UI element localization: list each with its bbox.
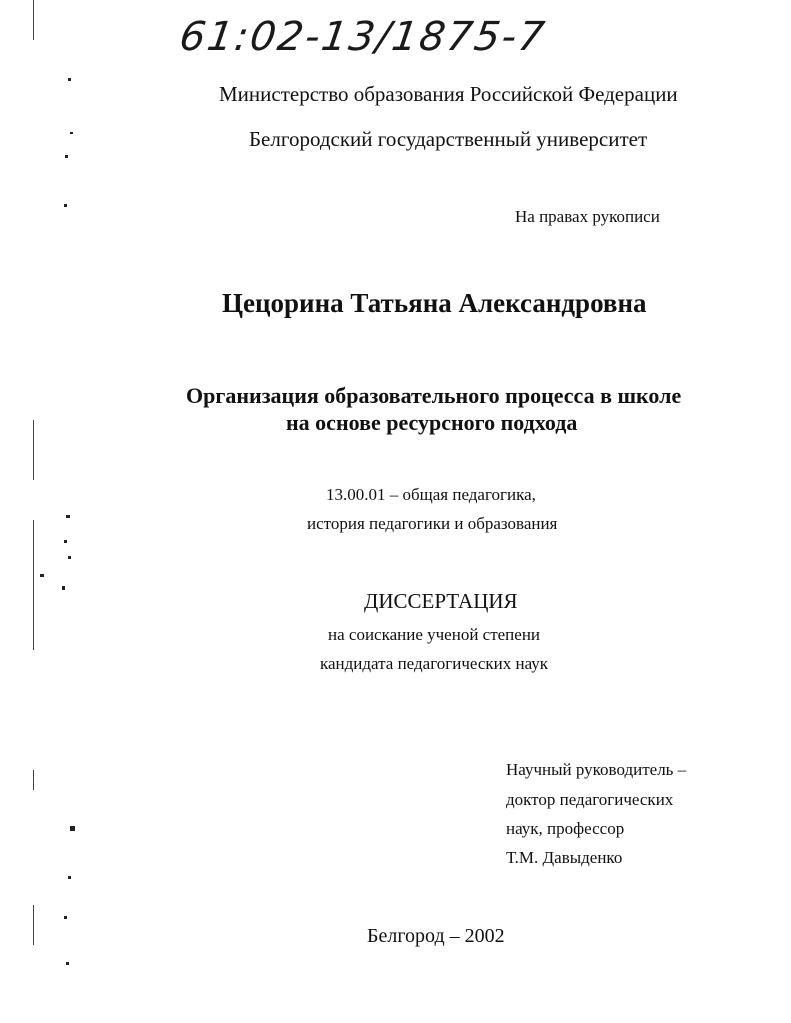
- scan-speck: [68, 556, 71, 559]
- city-year: Белгород – 2002: [367, 925, 505, 947]
- scan-speck: [62, 586, 65, 590]
- archive-stamp: 61:02-13/1875-7: [176, 14, 549, 60]
- ministry-name: Министерство образования Российской Федерации: [219, 82, 678, 106]
- scan-speck: [70, 132, 73, 134]
- supervisor-line-1: Научный руководитель –: [506, 760, 687, 779]
- scan-speck: [40, 574, 44, 577]
- scan-speck: [64, 204, 67, 207]
- dissertation-title-line-1: Организация образовательного процесса в школе: [186, 383, 682, 408]
- scan-speck: [64, 916, 67, 919]
- scan-speck: [68, 78, 71, 81]
- manuscript-rights: На правах рукописи: [515, 207, 660, 226]
- dissertation-label: ДИССЕРТАЦИЯ: [364, 589, 518, 613]
- supervisor-name: Т.М. Давыденко: [506, 848, 623, 867]
- specialty-line-2: история педагогики и образования: [307, 514, 558, 533]
- specialty-line-1: 13.00.01 – общая педагогика,: [326, 485, 536, 504]
- university-name: Белгородский государственный университет: [249, 127, 648, 151]
- supervisor-line-3: наук, профессор: [506, 819, 625, 838]
- scan-speck: [68, 876, 71, 879]
- degree-line-1: на соискание ученой степени: [328, 625, 541, 644]
- degree-line-2: кандидата педагогических наук: [320, 654, 549, 673]
- scan-speck: [66, 962, 69, 965]
- scan-speck: [70, 826, 75, 831]
- scan-edge-line: [33, 420, 34, 480]
- scan-edge-line: [33, 770, 34, 790]
- author-name: Цецорина Татьяна Александровна: [222, 288, 647, 318]
- dissertation-title-line-2: на основе ресурсного подхода: [286, 410, 578, 435]
- scan-edge-line: [33, 520, 34, 650]
- scan-edge-line: [33, 0, 34, 40]
- scan-speck: [66, 515, 70, 518]
- scan-speck: [64, 540, 67, 543]
- scan-speck: [65, 155, 68, 158]
- scan-edge-line: [33, 905, 34, 945]
- supervisor-line-2: доктор педагогических: [506, 790, 674, 809]
